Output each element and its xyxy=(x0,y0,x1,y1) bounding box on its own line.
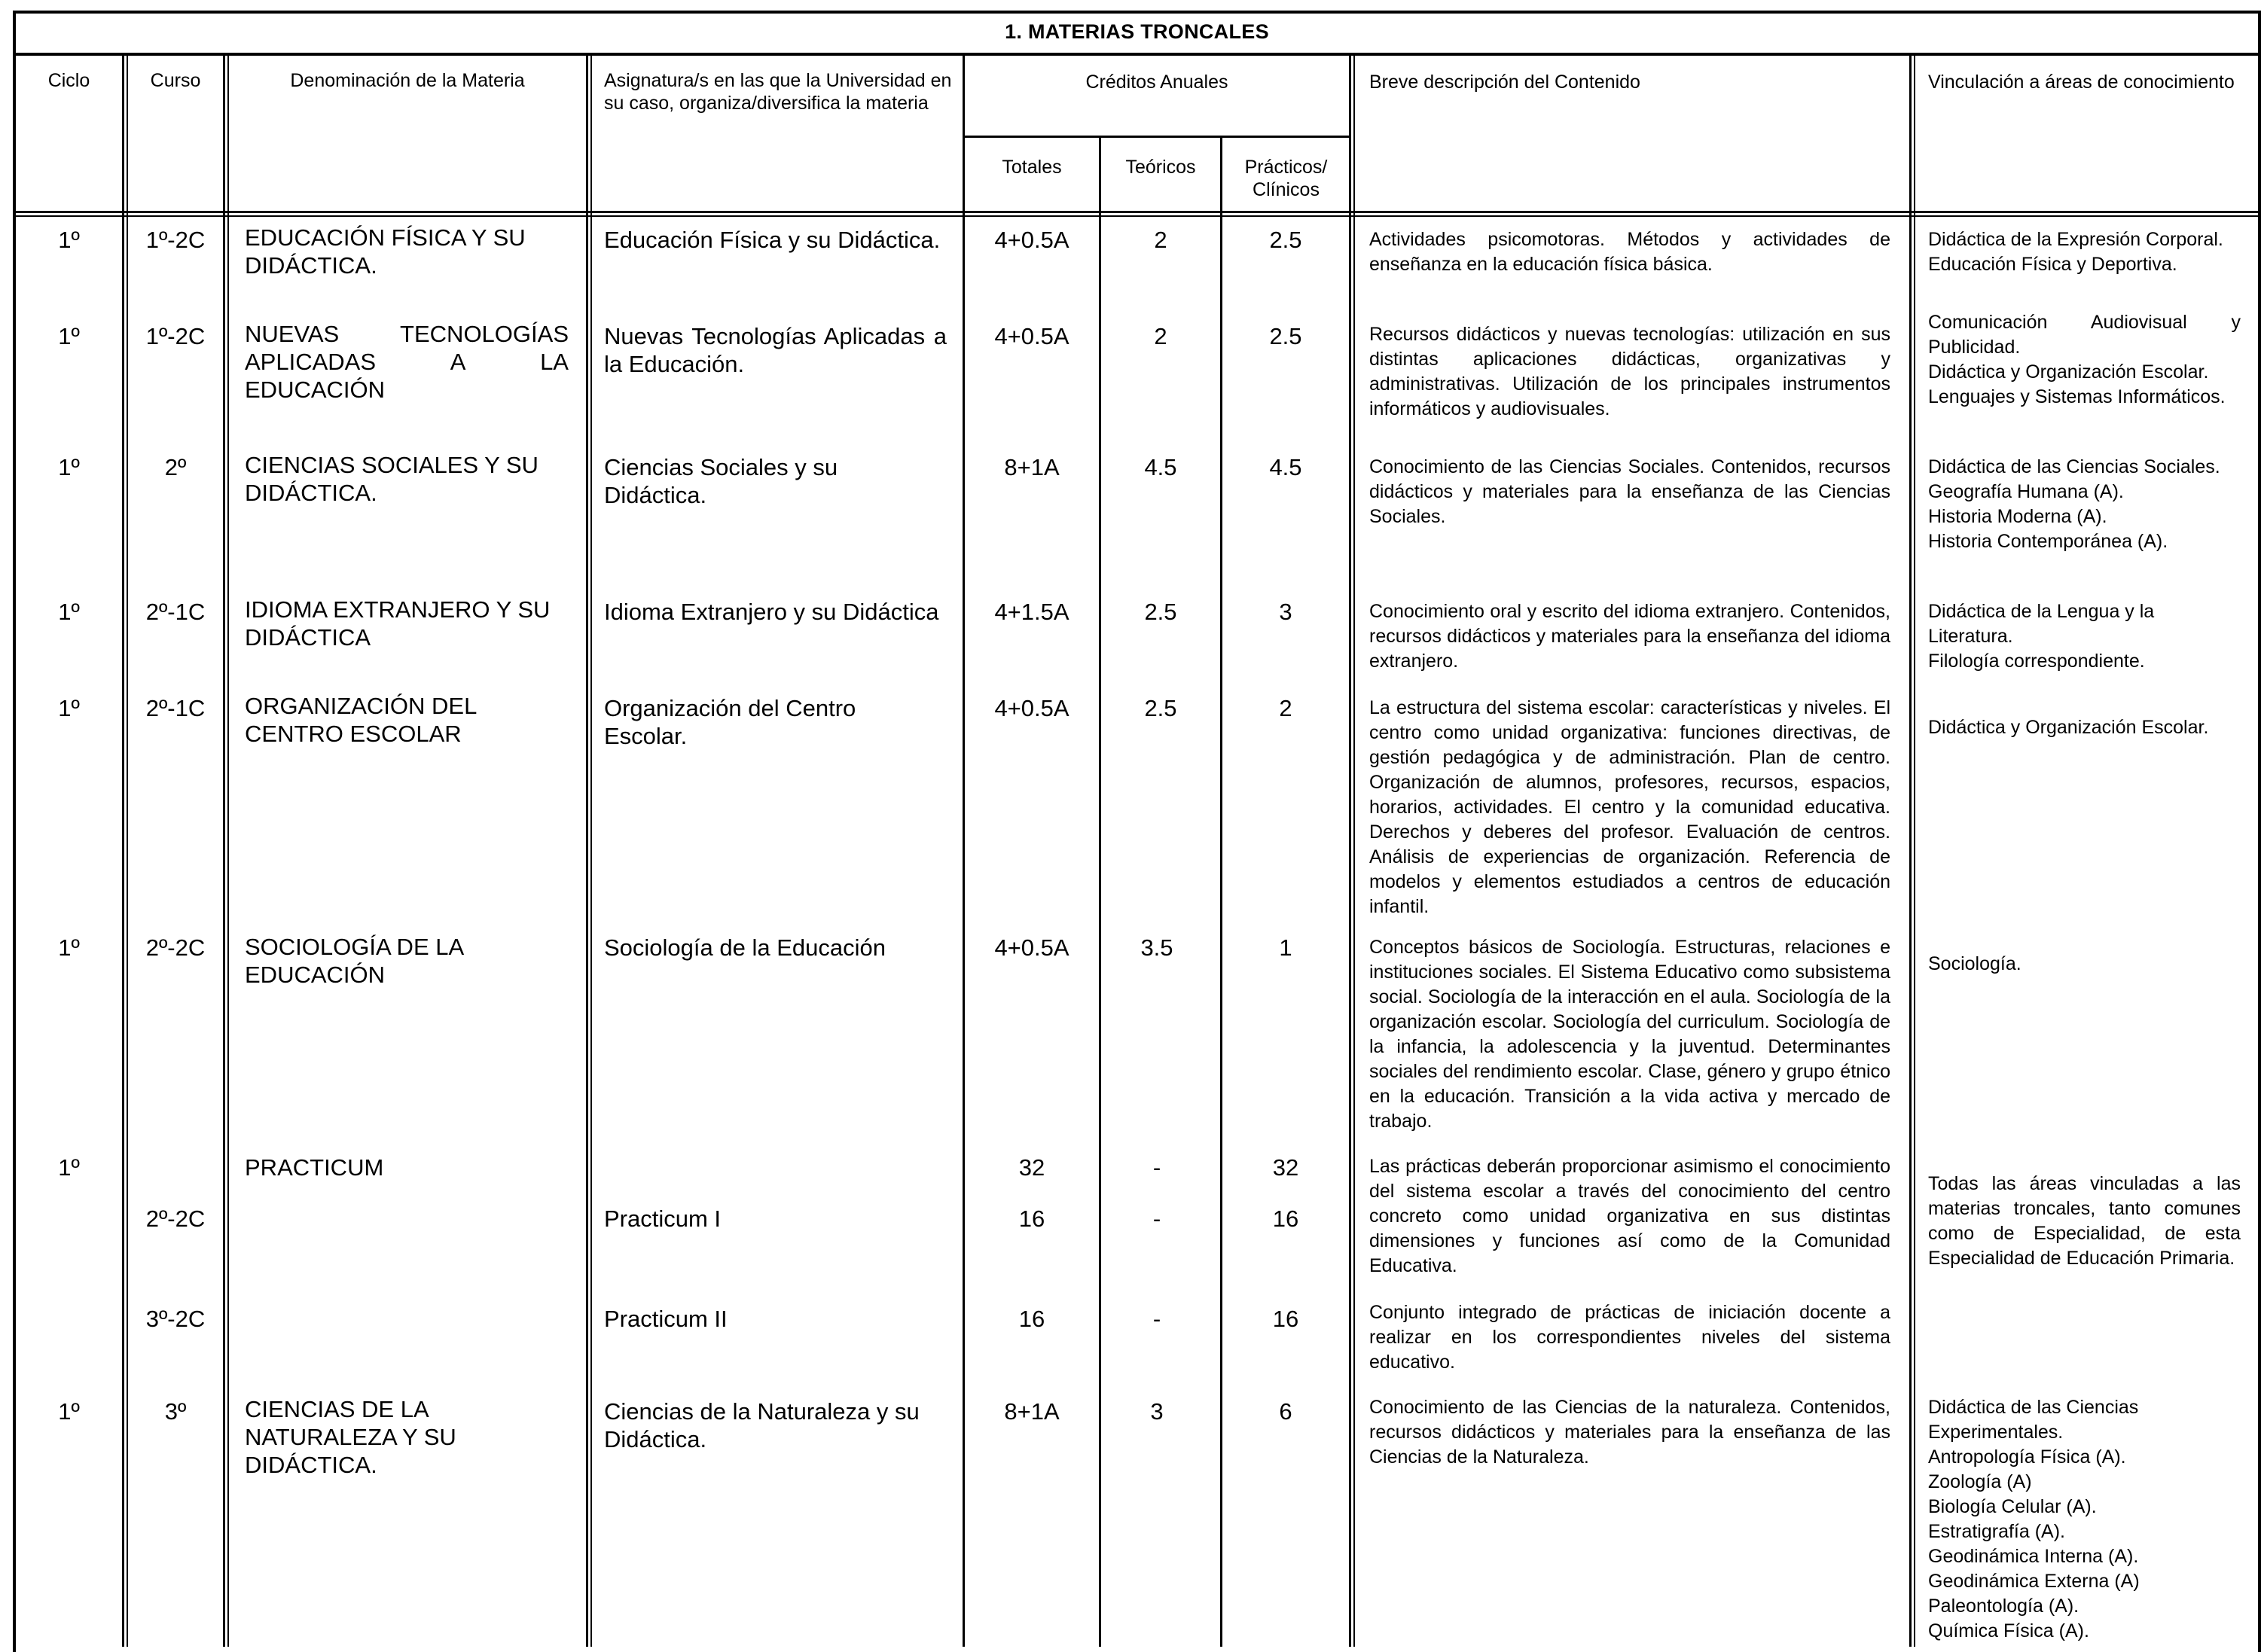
col-divider-creditos-inner xyxy=(1353,56,1355,1647)
cell-materia: CIENCIAS SOCIALES Y SU DIDÁCTICA. xyxy=(245,452,539,506)
cell-totales: 4+1.5A xyxy=(994,599,1069,625)
cell-practicos: 2 xyxy=(1279,695,1292,721)
cell-descripcion: Actividades psicomotoras. Métodos y actividades de enseñanza en la educación física básica. xyxy=(1369,229,1890,275)
cell-asignatura: Practicum I xyxy=(604,1205,722,1232)
cell-asignatura: Practicum II xyxy=(604,1306,728,1332)
cell-teoricos: 3.5 xyxy=(1140,934,1173,961)
col-divider-materia-inner xyxy=(590,56,592,1647)
cell-materia: PRACTICUM xyxy=(245,1154,384,1181)
table-title-bar xyxy=(13,11,2261,56)
cell-ciclo: 1º xyxy=(58,695,80,721)
creditos-subheader-line xyxy=(965,136,1350,138)
cell-vinculacion xyxy=(1928,599,2229,674)
cell-ciclo: 1º xyxy=(58,227,80,253)
col-divider-descripcion xyxy=(1909,56,1912,1647)
header-bottom-line xyxy=(16,211,2258,213)
cell-asignatura: Ciencias Sociales y su Didáctica. xyxy=(604,454,838,508)
vinculacion-line: Estratigrafía (A). xyxy=(1928,1521,2065,1542)
cell-totales: 16 xyxy=(1018,1306,1045,1332)
cell-totales: 4+0.5A xyxy=(994,934,1069,961)
cell-ciclo: 1º xyxy=(58,454,80,480)
col-divider-ciclo xyxy=(122,56,124,1647)
cell-descripcion: Las prácticas deberán proporcionar asimismo el conocimiento del sistema escolar a través del conocimiento del centro concreto como unidad organizativa en sus distintas dimensiones y funciones así como de la Comunidad Educativa. xyxy=(1369,1156,1890,1276)
cell-totales: 4+0.5A xyxy=(994,323,1069,349)
vinculacion-line: Historia Contemporánea (A). xyxy=(1928,531,2168,552)
vinculacion-line: Educación Física y Deportiva. xyxy=(1928,254,2177,275)
cell-practicos: 6 xyxy=(1279,1398,1292,1425)
col-divider-materia xyxy=(586,56,588,1647)
cell-vinculacion xyxy=(1928,1395,2241,1644)
cell-ciclo: 1º xyxy=(58,323,80,349)
vinculacion-line: Didáctica y Organización Escolar. xyxy=(1928,361,2209,383)
cell-vinculacion xyxy=(1928,1172,2241,1271)
cell-descripcion: Conocimiento oral y escrito del idioma extranjero. Contenidos, recursos didácticos y materiales para la enseñanza del idioma extranjero. xyxy=(1369,601,1890,672)
cell-teoricos: 2 xyxy=(1154,227,1167,253)
header-ciclo: Ciclo xyxy=(47,70,90,91)
cell-asignatura: Ciencias de la Naturaleza y su Didáctica. xyxy=(604,1398,920,1452)
cell-teoricos: 2 xyxy=(1154,323,1167,349)
cell-vinculacion xyxy=(1928,310,2241,410)
header-creditos: Créditos Anuales xyxy=(1085,72,1228,93)
cell-curso: 2º-1C xyxy=(145,695,206,721)
cell-curso: 2º-2C xyxy=(145,934,206,961)
vinculacion-line: Filología correspondiente. xyxy=(1928,651,2145,672)
cell-curso: 3º-2C xyxy=(145,1306,206,1332)
header-vinculacion: Vinculación a áreas de conocimiento xyxy=(1928,72,2235,93)
cell-practicos: 3 xyxy=(1279,599,1292,625)
cell-ciclo: 1º xyxy=(58,1398,80,1425)
cell-materia: IDIOMA EXTRANJERO Y SU DIDÁCTICA xyxy=(245,596,551,651)
cell-totales: 4+0.5A xyxy=(994,695,1069,721)
col-divider-creditos xyxy=(1349,56,1351,1647)
vinculacion-line: Didáctica de las Ciencias Sociales. xyxy=(1928,456,2220,477)
vinculacion-line: Paleontología (A). xyxy=(1928,1596,2079,1617)
cell-teoricos: 2.5 xyxy=(1144,695,1177,721)
cell-asignatura: Sociología de la Educación xyxy=(604,934,886,961)
cell-practicos: 32 xyxy=(1272,1154,1299,1181)
header-denominacion: Denominación de la Materia xyxy=(290,70,525,91)
cell-curso: 2º xyxy=(164,454,187,480)
vinculacion-line: Didáctica y Organización Escolar. xyxy=(1928,717,2209,738)
cell-asignatura: Organización del Centro Escolar. xyxy=(604,695,856,749)
cell-totales: 4+0.5A xyxy=(994,227,1069,253)
vinculacion-line: Didáctica de las Ciencias Experimentales. xyxy=(1928,1397,2139,1443)
cell-descripcion: Conocimiento de las Ciencias Sociales. Contenidos, recursos didácticos y materiales para la enseñanza de las Ciencias Sociales. xyxy=(1369,456,1890,527)
vinculacion-line: Lenguajes y Sistemas Informáticos. xyxy=(1928,386,2226,407)
cell-practicos: 1 xyxy=(1279,934,1292,961)
vinculacion-line: Historia Moderna (A). xyxy=(1928,506,2107,527)
vinculacion-line: Todas las áreas vinculadas a las materias troncales, tanto comunes como de Especialidad, de esta Especialidad de Educación Primaria. xyxy=(1928,1173,2241,1269)
vinculacion-line: Didáctica de la Expresión Corporal. xyxy=(1928,229,2223,250)
vinculacion-line: Química Física (A). xyxy=(1928,1620,2089,1641)
cell-curso: 1º-2C xyxy=(145,323,206,349)
vinculacion-line: Antropología Física (A). xyxy=(1928,1446,2126,1468)
vinculacion-line: Geodinámica Externa (A) xyxy=(1928,1571,2140,1592)
cell-teoricos: - xyxy=(1152,1205,1161,1232)
header-practicos: Prácticos/ Clínicos xyxy=(1244,157,1328,200)
cell-totales: 8+1A xyxy=(1004,1398,1060,1425)
header-teoricos: Teóricos xyxy=(1125,157,1196,178)
cell-totales: 32 xyxy=(1018,1154,1045,1181)
cell-descripcion: Recursos didácticos y nuevas tecnologías: utilización en sus distintas aplicaciones didácticas, organizativas y administrativas. Utilización de los principales instrumentos informáticos y audiovisuales. xyxy=(1369,324,1890,419)
cell-asignatura: Idioma Extranjero y su Didáctica xyxy=(604,599,939,625)
cell-ciclo: 1º xyxy=(58,599,80,625)
col-divider-curso xyxy=(223,56,225,1647)
vinculacion-line: Sociología. xyxy=(1928,953,2021,974)
cell-teoricos: - xyxy=(1152,1154,1161,1181)
table-title: 1. MATERIAS TRONCALES xyxy=(1005,20,1269,43)
cell-ciclo: 1º xyxy=(58,1154,80,1181)
cell-asignatura: Educación Física y su Didáctica. xyxy=(604,227,941,253)
vinculacion-line: Geografía Humana (A). xyxy=(1928,481,2124,502)
cell-asignatura: Nuevas Tecnologías Aplicadas a la Educación. xyxy=(604,323,947,377)
cell-teoricos: 4.5 xyxy=(1144,454,1177,480)
vinculacion-line: Geodinámica Interna (A). xyxy=(1928,1546,2139,1567)
cell-curso: 1º-2C xyxy=(145,227,206,253)
cell-curso: 3º xyxy=(164,1398,187,1425)
cell-teoricos: 2.5 xyxy=(1144,599,1177,625)
cell-ciclo: 1º xyxy=(58,934,80,961)
cell-descripcion: Conceptos básicos de Sociología. Estructuras, relaciones e instituciones sociales. El Sistema Educativo como subsistema social. Sociología de la interacción en el aula. Sociología de la organización escolar. Sociología del curriculum. Sociología de la infancia, la adolescencia y la juventud. Determinantes sociales del rendimiento escolar. Clase, género y grupo étnico en la educación. Transición a la vida activa y mercado de trabajo. xyxy=(1369,937,1890,1132)
col-divider-descripcion-inner xyxy=(1914,56,1915,1647)
vinculacion-line: Zoología (A) xyxy=(1928,1471,2032,1492)
vinculacion-line: Biología Celular (A). xyxy=(1928,1496,2097,1517)
cell-vinculacion xyxy=(1928,952,2241,977)
header-totales: Totales xyxy=(1002,157,1062,178)
cell-practicos: 16 xyxy=(1272,1205,1299,1232)
cell-vinculacion xyxy=(1928,455,2241,554)
cell-totales: 16 xyxy=(1018,1205,1045,1232)
cell-curso: 2º-2C xyxy=(145,1205,206,1232)
cell-descripcion: Conjunto integrado de prácticas de iniciación docente a realizar en los correspondientes niveles del sistema educativo. xyxy=(1369,1302,1890,1373)
cell-totales: 8+1A xyxy=(1004,454,1060,480)
cell-practicos: 4.5 xyxy=(1269,454,1302,480)
header-curso: Curso xyxy=(150,70,201,91)
header-descripcion: Breve descripción del Contenido xyxy=(1369,72,1640,93)
cell-vinculacion xyxy=(1928,227,2241,277)
cell-materia: ORGANIZACIÓN DEL CENTRO ESCOLAR xyxy=(245,693,477,747)
col-divider-curso-inner xyxy=(227,56,229,1647)
cell-teoricos: 3 xyxy=(1150,1398,1164,1425)
cell-vinculacion xyxy=(1928,715,2252,740)
cell-descripcion: Conocimiento de las Ciencias de la naturaleza. Contenidos, recursos didácticos y materiales para la enseñanza de las Ciencias de la Naturaleza. xyxy=(1369,1397,1890,1468)
cell-materia: EDUCACIÓN FÍSICA Y SU DIDÁCTICA. xyxy=(245,224,526,279)
cell-practicos: 2.5 xyxy=(1269,227,1302,253)
header-bottom-line-inner xyxy=(16,215,2258,217)
cell-descripcion: La estructura del sistema escolar: características y niveles. El centro como unidad organizativa: funciones directivas, de gestión pedagógica y de administración. Plan de centro. Organización de alumnos, profesores, recursos, espacios, horarios, actividades. El centro y la comunidad educativa. Derechos y deberes del profesor. Evaluación de centros. Análisis de experiencias de organización. Referencia de modelos y elementos estudiados a centros de educación infantil. xyxy=(1369,697,1890,917)
header-asignatura: Asignatura/s en las que la Universidad en su caso, organiza/diversifica la materia xyxy=(604,70,952,114)
cell-practicos: 16 xyxy=(1272,1306,1299,1332)
cell-practicos: 2.5 xyxy=(1269,323,1302,349)
cell-curso: 2º-1C xyxy=(145,599,206,625)
cell-materia: SOCIOLOGÍA DE LA EDUCACIÓN xyxy=(245,934,463,988)
cell-materia: CIENCIAS DE LA NATURALEZA Y SU DIDÁCTICA. xyxy=(245,1396,456,1478)
cell-materia: NUEVAS TECNOLOGÍAS APLICADAS A LA EDUCACIÓN xyxy=(245,321,569,403)
vinculacion-line: Comunicación Audiovisual y Publicidad. xyxy=(1928,312,2241,358)
vinculacion-line: Didáctica de la Lengua y la Literatura. xyxy=(1928,601,2155,647)
cell-teoricos: - xyxy=(1152,1306,1161,1332)
